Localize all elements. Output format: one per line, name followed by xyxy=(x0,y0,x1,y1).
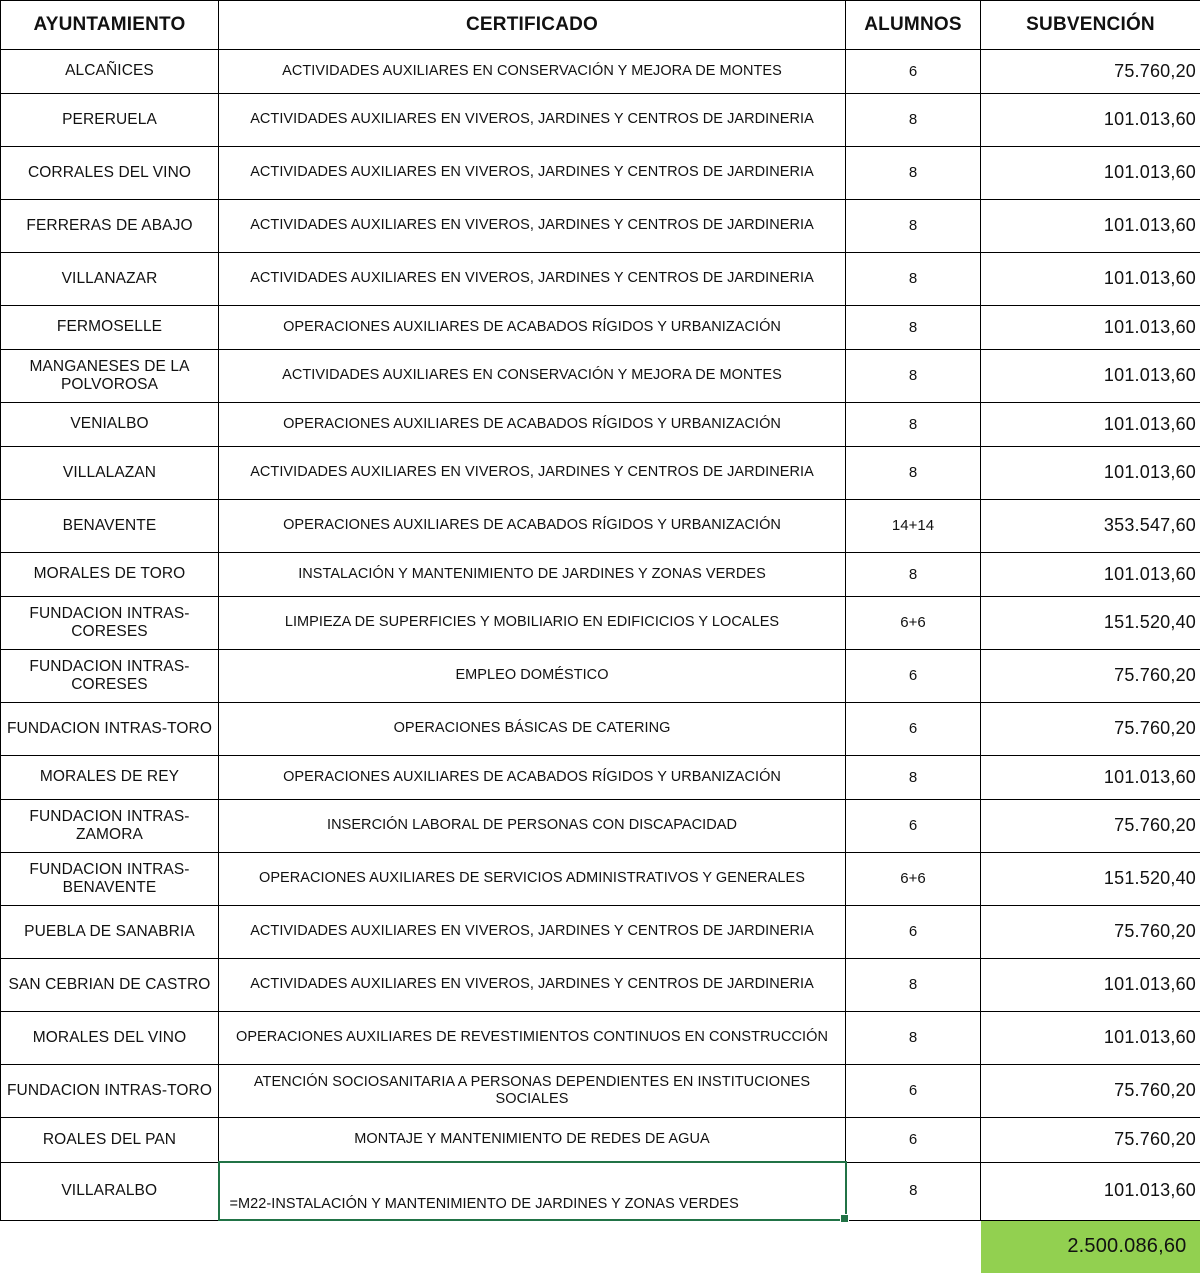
table-header xyxy=(1,1,1200,50)
table-row xyxy=(1,959,1200,1012)
cell-subvencion[interactable]: 75.760,20 xyxy=(981,50,1200,94)
cell-subvencion[interactable]: 101.013,60 xyxy=(981,403,1200,447)
cell-certificado[interactable] xyxy=(219,50,846,94)
cell-subvencion[interactable]: 101.013,60 xyxy=(981,200,1200,253)
table-row xyxy=(1,200,1200,253)
table-row xyxy=(1,350,1200,403)
cell-certificado-text: =M22-INSTALACIÓN Y MANTENIMIENTO DE JARDINES Y ZONAS VERDES xyxy=(230,1196,739,1212)
cell-ayuntamiento[interactable]: FUNDACION INTRAS-CORESES xyxy=(1,597,219,650)
cell-ayuntamiento[interactable]: MORALES DEL VINO xyxy=(1,1012,219,1065)
table-row xyxy=(1,500,1200,553)
cell-alumnos[interactable]: 6 xyxy=(846,906,981,959)
total-blank-alumnos xyxy=(846,1220,981,1273)
cell-ayuntamiento[interactable]: FUNDACION INTRAS-CORESES xyxy=(1,650,219,703)
cell-certificado[interactable] xyxy=(219,147,846,200)
cell-ayuntamiento[interactable]: PUEBLA DE SANABRIA xyxy=(1,906,219,959)
cell-certificado-text: OPERACIONES AUXILIARES DE REVESTIMIENTOS CONTINUOS EN CONSTRUCCIÓN xyxy=(236,1029,828,1045)
cell-subvencion[interactable]: 75.760,20 xyxy=(981,1065,1200,1118)
cell-ayuntamiento[interactable]: BENAVENTE xyxy=(1,500,219,553)
cell-ayuntamiento[interactable]: ALCAÑICES xyxy=(1,50,219,94)
cell-alumnos[interactable]: 8 xyxy=(846,350,981,403)
table-row xyxy=(1,1012,1200,1065)
cell-subvencion[interactable]: 101.013,60 xyxy=(981,253,1200,306)
cell-certificado[interactable] xyxy=(219,350,846,403)
cell-certificado-text: INSTALACIÓN Y MANTENIMIENTO DE JARDINES Y ZONAS VERDES xyxy=(298,566,766,582)
cell-ayuntamiento[interactable]: FUNDACION INTRAS-ZAMORA xyxy=(1,800,219,853)
table-row xyxy=(1,703,1200,756)
table-row xyxy=(1,756,1200,800)
table-row xyxy=(1,403,1200,447)
fill-handle[interactable] xyxy=(840,1214,849,1223)
cell-subvencion[interactable]: 101.013,60 xyxy=(981,756,1200,800)
table-row xyxy=(1,306,1200,350)
cell-alumnos[interactable]: 6 xyxy=(846,650,981,703)
table-row xyxy=(1,447,1200,500)
cell-subvencion[interactable]: 101.013,60 xyxy=(981,447,1200,500)
cell-certificado-text: ACTIVIDADES AUXILIARES EN VIVEROS, JARDINES Y CENTROS DE JARDINERIA xyxy=(250,976,814,992)
cell-alumnos[interactable]: 8 xyxy=(846,253,981,306)
table-row xyxy=(1,650,1200,703)
table-row xyxy=(1,800,1200,853)
table-row xyxy=(1,1162,1200,1220)
cell-subvencion[interactable]: 101.013,60 xyxy=(981,94,1200,147)
cell-certificado-text: ACTIVIDADES AUXILIARES EN VIVEROS, JARDINES Y CENTROS DE JARDINERIA xyxy=(250,464,814,480)
cell-ayuntamiento[interactable]: FUNDACION INTRAS-BENAVENTE xyxy=(1,853,219,906)
cell-subvencion[interactable]: 101.013,60 xyxy=(981,959,1200,1012)
cell-certificado-selected[interactable] xyxy=(219,1162,846,1220)
cell-certificado-text: OPERACIONES AUXILIARES DE SERVICIOS ADMINISTRATIVOS Y GENERALES xyxy=(259,870,805,886)
table-row xyxy=(1,94,1200,147)
cell-subvencion[interactable]: 151.520,40 xyxy=(981,597,1200,650)
cell-alumnos[interactable]: 8 xyxy=(846,553,981,597)
cell-alumnos[interactable]: 8 xyxy=(846,1162,981,1220)
cell-subvencion[interactable]: 75.760,20 xyxy=(981,703,1200,756)
cell-subvencion[interactable]: 101.013,60 xyxy=(981,147,1200,200)
cell-subvencion[interactable]: 101.013,60 xyxy=(981,306,1200,350)
cell-certificado[interactable] xyxy=(219,447,846,500)
cell-certificado[interactable] xyxy=(219,500,846,553)
cell-certificado-text: MONTAJE Y MANTENIMIENTO DE REDES DE AGUA xyxy=(354,1131,709,1147)
cell-alumnos[interactable]: 8 xyxy=(846,447,981,500)
cell-certificado-text: OPERACIONES BÁSICAS DE CATERING xyxy=(394,720,671,736)
cell-alumnos[interactable]: 8 xyxy=(846,200,981,253)
cell-ayuntamiento[interactable]: MORALES DE TORO xyxy=(1,553,219,597)
column-header-ayuntamiento[interactable]: AYUNTAMIENTO xyxy=(1,1,219,50)
cell-alumnos[interactable]: 6+6 xyxy=(846,853,981,906)
cell-ayuntamiento[interactable]: FUNDACION INTRAS-TORO xyxy=(1,703,219,756)
cell-subvencion[interactable]: 75.760,20 xyxy=(981,906,1200,959)
cell-subvencion[interactable]: 75.760,20 xyxy=(981,800,1200,853)
cell-subvencion[interactable]: 151.520,40 xyxy=(981,853,1200,906)
cell-alumnos[interactable]: 8 xyxy=(846,756,981,800)
cell-certificado-text: ACTIVIDADES AUXILIARES EN VIVEROS, JARDINES Y CENTROS DE JARDINERIA xyxy=(250,164,814,180)
column-header-certificado[interactable]: CERTIFICADO xyxy=(219,1,846,50)
cell-certificado-text: ATENCIÓN SOCIOSANITARIA A PERSONAS DEPENDIENTES EN INSTITUCIONES SOCIALES xyxy=(254,1074,810,1107)
cell-certificado[interactable] xyxy=(219,1012,846,1065)
column-header-alumnos[interactable]: ALUMNOS xyxy=(846,1,981,50)
cell-alumnos[interactable]: 6 xyxy=(846,800,981,853)
table-row xyxy=(1,50,1200,94)
cell-alumnos[interactable]: 8 xyxy=(846,147,981,200)
cell-alumnos[interactable]: 6+6 xyxy=(846,597,981,650)
cell-alumnos[interactable]: 14+14 xyxy=(846,500,981,553)
cell-certificado-text: OPERACIONES AUXILIARES DE ACABADOS RÍGIDOS Y URBANIZACIÓN xyxy=(283,769,781,785)
cell-certificado-text: ACTIVIDADES AUXILIARES EN VIVEROS, JARDINES Y CENTROS DE JARDINERIA xyxy=(250,270,814,286)
cell-certificado[interactable] xyxy=(219,703,846,756)
cell-certificado[interactable] xyxy=(219,1118,846,1163)
cell-certificado-text: OPERACIONES AUXILIARES DE ACABADOS RÍGIDOS Y URBANIZACIÓN xyxy=(283,319,781,335)
cell-certificado[interactable] xyxy=(219,756,846,800)
cell-subvencion[interactable]: 101.013,60 xyxy=(981,1162,1200,1220)
cell-certificado-text: ACTIVIDADES AUXILIARES EN CONSERVACIÓN Y MEJORA DE MONTES xyxy=(282,367,782,383)
cell-ayuntamiento[interactable]: ROALES DEL PAN xyxy=(1,1118,219,1163)
cell-certificado[interactable] xyxy=(219,403,846,447)
cell-certificado-text: OPERACIONES AUXILIARES DE ACABADOS RÍGIDOS Y URBANIZACIÓN xyxy=(283,517,781,533)
cell-certificado[interactable] xyxy=(219,906,846,959)
cell-ayuntamiento[interactable]: VILLANAZAR xyxy=(1,253,219,306)
cell-ayuntamiento[interactable]: MORALES DE REY xyxy=(1,756,219,800)
cell-alumnos[interactable]: 6 xyxy=(846,1118,981,1163)
cell-certificado-text: INSERCIÓN LABORAL DE PERSONAS CON DISCAPACIDAD xyxy=(327,817,737,833)
cell-alumnos[interactable]: 8 xyxy=(846,959,981,1012)
cell-subvencion[interactable]: 101.013,60 xyxy=(981,553,1200,597)
total-blank-certificado xyxy=(219,1220,846,1273)
total-row xyxy=(1,1220,1200,1273)
cell-certificado[interactable] xyxy=(219,200,846,253)
cell-ayuntamiento[interactable]: FERMOSELLE xyxy=(1,306,219,350)
cell-certificado-text: LIMPIEZA DE SUPERFICIES Y MOBILIARIO EN EDIFICICIOS Y LOCALES xyxy=(285,614,779,630)
table-row xyxy=(1,853,1200,906)
cell-ayuntamiento[interactable]: VILLARALBO xyxy=(1,1162,219,1220)
cell-certificado[interactable] xyxy=(219,553,846,597)
cell-ayuntamiento[interactable]: VILLALAZAN xyxy=(1,447,219,500)
cell-alumnos[interactable]: 6 xyxy=(846,50,981,94)
cell-ayuntamiento[interactable]: MANGANESES DE LA POLVOROSA xyxy=(1,350,219,403)
cell-certificado-text: ACTIVIDADES AUXILIARES EN VIVEROS, JARDINES Y CENTROS DE JARDINERIA xyxy=(250,111,814,127)
cell-ayuntamiento[interactable]: CORRALES DEL VINO xyxy=(1,147,219,200)
cell-certificado[interactable] xyxy=(219,650,846,703)
cell-certificado-text: EMPLEO DOMÉSTICO xyxy=(455,667,608,683)
cell-ayuntamiento[interactable]: FERRERAS DE ABAJO xyxy=(1,200,219,253)
table-row xyxy=(1,906,1200,959)
cell-ayuntamiento[interactable]: SAN CEBRIAN DE CASTRO xyxy=(1,959,219,1012)
cell-certificado[interactable] xyxy=(219,253,846,306)
cell-alumnos[interactable]: 8 xyxy=(846,94,981,147)
cell-alumnos[interactable]: 8 xyxy=(846,403,981,447)
table-row xyxy=(1,597,1200,650)
cell-certificado[interactable] xyxy=(219,597,846,650)
cell-certificado-text: ACTIVIDADES AUXILIARES EN CONSERVACIÓN Y MEJORA DE MONTES xyxy=(282,63,782,79)
cell-certificado[interactable] xyxy=(219,1065,846,1118)
total-subvencion-value[interactable]: 2.500.086,60 xyxy=(981,1220,1200,1273)
table-row xyxy=(1,253,1200,306)
cell-ayuntamiento[interactable]: VENIALBO xyxy=(1,403,219,447)
cell-alumnos[interactable]: 6 xyxy=(846,703,981,756)
cell-certificado[interactable] xyxy=(219,800,846,853)
column-header-subvencion[interactable]: SUBVENCIÓN xyxy=(981,1,1200,50)
cell-subvencion[interactable]: 75.760,20 xyxy=(981,1118,1200,1163)
table-row xyxy=(1,1118,1200,1163)
table-body xyxy=(1,50,1200,1221)
cell-ayuntamiento[interactable]: PERERUELA xyxy=(1,94,219,147)
cell-subvencion[interactable]: 101.013,60 xyxy=(981,350,1200,403)
cell-alumnos[interactable]: 8 xyxy=(846,1012,981,1065)
cell-certificado[interactable] xyxy=(219,959,846,1012)
table-row xyxy=(1,147,1200,200)
table-row xyxy=(1,553,1200,597)
cell-certificado-text: OPERACIONES AUXILIARES DE ACABADOS RÍGIDOS Y URBANIZACIÓN xyxy=(283,416,781,432)
cell-certificado[interactable] xyxy=(219,306,846,350)
total-blank-ayuntamiento xyxy=(1,1220,219,1273)
cell-subvencion[interactable]: 101.013,60 xyxy=(981,1012,1200,1065)
header-row xyxy=(1,1,1200,50)
cell-certificado[interactable] xyxy=(219,853,846,906)
cell-ayuntamiento[interactable]: FUNDACION INTRAS-TORO xyxy=(1,1065,219,1118)
cell-certificado-text: ACTIVIDADES AUXILIARES EN VIVEROS, JARDINES Y CENTROS DE JARDINERIA xyxy=(250,217,814,233)
cell-alumnos[interactable]: 8 xyxy=(846,306,981,350)
cell-certificado[interactable] xyxy=(219,94,846,147)
cell-certificado-text: ACTIVIDADES AUXILIARES EN VIVEROS, JARDINES Y CENTROS DE JARDINERIA xyxy=(250,923,814,939)
cell-alumnos[interactable]: 6 xyxy=(846,1065,981,1118)
table-footer xyxy=(1,1220,1200,1273)
cell-subvencion[interactable]: 353.547,60 xyxy=(981,500,1200,553)
table-row xyxy=(1,1065,1200,1118)
cell-subvencion[interactable]: 75.760,20 xyxy=(981,650,1200,703)
